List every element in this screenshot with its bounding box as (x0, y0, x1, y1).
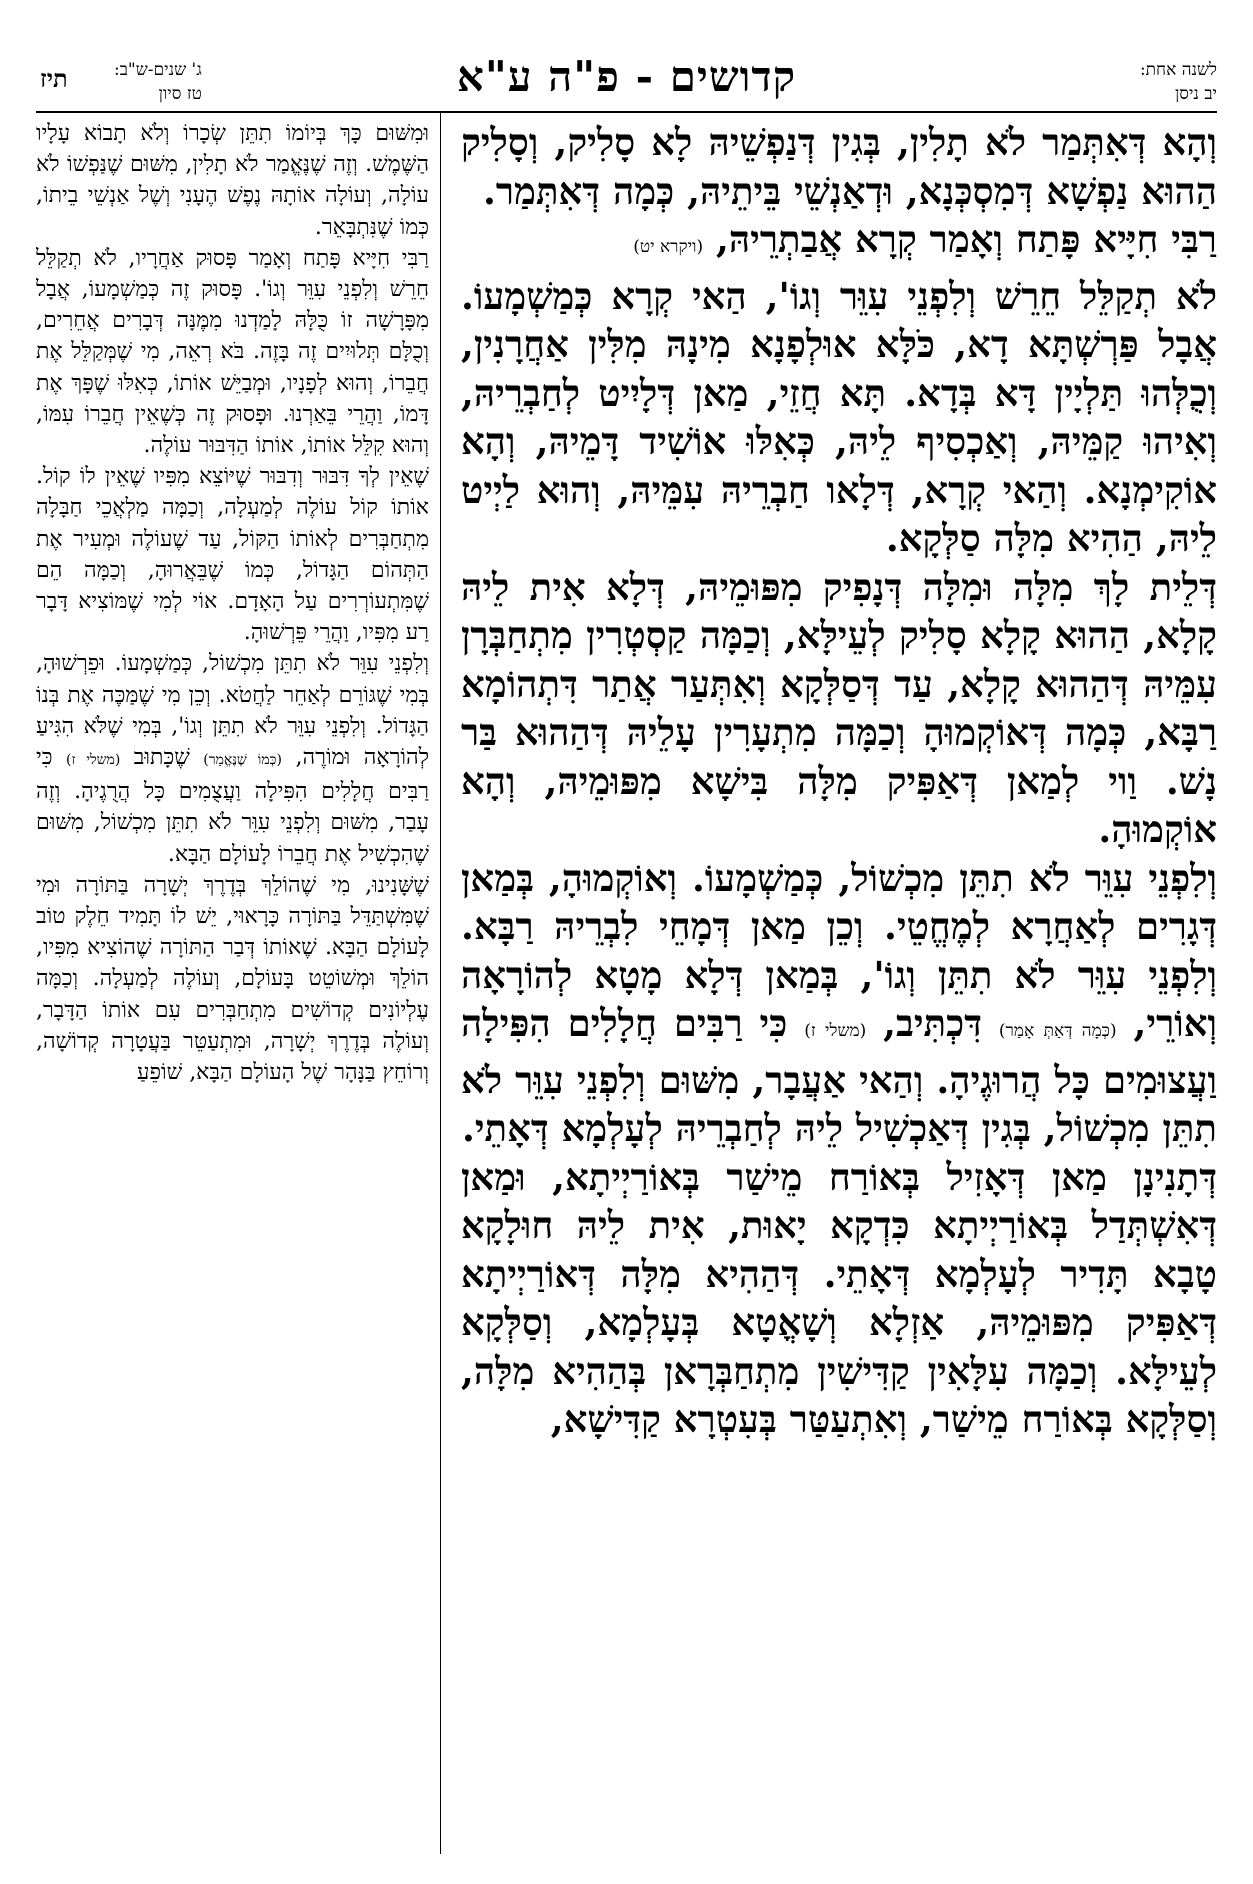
main-paragraph (461, 854, 1217, 1153)
main-text-column (461, 118, 1217, 1858)
translation-text: כִּי רַבִּים חֲלָלִים הִפִּילָה וַעֲצֻמִים כָּל הֲרֻגֶיהָ. וְזֶה עָבַר, מִשּׁוּם וְלִפְנֵי עִוֵּר לֹא תִתֵּן מִכְשׁוֹל, מִשּׁוּם שֶׁהִכְשִׁיל אֶת חֲבֵרוֹ לָעוֹלָם הַבָּא. (36, 745, 429, 867)
inline-note: (כְּמָה דְּאַתְּ אָמַר) (998, 1021, 1117, 1041)
translation-column (36, 118, 429, 1858)
verse-reference: (משלי ז) (66, 752, 121, 769)
translation-paragraph: רַבִּי חִיָּיא פָּתַח וְאָמַר פָּסוּק אַחֲרָיו, לֹא תְקַלֵּל חֵרֵשׁ וְלִפְנֵי עִוֵּר וְגוֹ'. פָּסוּק זֶה כְּמַשְׁמָעוֹ, אֲבָל מִפָּרָשָׁה זוֹ כֻּלָּהּ לָמַדְנוּ מִמֶּנָּה דְּבָרִים אֲחֵרִים, וְכֻלָּם תְּלוּיִים זֶה בָּזֶה. בֹּא רְאֵה, מִי שֶׁמְּקַלֵּל אֶת חֲבֵרוֹ, וְהוּא לְפָנָיו, וּמְבַיֵּשׁ אוֹתוֹ, כְּאִלּוּ שֶׁפָּךְ אֶת דָּמוֹ, וַהֲרֵי בֵּאַרְנוּ. וּפָסוּק זֶה כְּשֶׁאֵין חֲבֵרוֹ עִמּוֹ, וְהוּא קִלֵּל אוֹתוֹ, אוֹתוֹ הַדִּבּוּר עוֹלֶה. (36, 245, 429, 459)
main-paragraph (461, 215, 1217, 272)
header-schedule-three-years: ג' שנים-ש"ב: (114, 60, 202, 80)
main-paragraph: דְּתָנִינָן מַאן דְּאָזִיל בְּאוֹרַח מֵישַׁר בְּאוֹרַיְיתָא, וּמַאן דְּאִשְׁתְּדַל בְּאוֹרַיְיתָא כִּדְקָא יָאוּת, אִית לֵיהּ חוּלָקָא טָבָא תָּדִיר לְעָלְמָא דְּאָתֵי. דְּהַהִיא מִלָּה דְּאוֹרַיְיתָא דְּאַפִּיק מִפּוּמֵיהּ, אַזְלָא וְשָׁאֳטָא בְּעָלְמָא, וְסַלְּקָא לְעֵילָּא. וְכַמָּה עִלָּאִין קַדִּישִׁין מִתְחַבְּרָאן בְּהַהִיא מִלָּה, וְסַלְּקָא בְּאוֹרַח מֵישַׁר, וְאִתְעַטַּר בְּעִטְרָא קַדִּישָׁא, (461, 1154, 1217, 1441)
column-divider (440, 111, 441, 1854)
header-date-three-years: טז סיון (158, 84, 202, 104)
main-paragraph-text: וְלִפְנֵי עִוֵּר לֹא תִתֵּן מִכְשׁוֹל, כְּמַשְׁמָעוֹ. וְאוֹקְמוּהָ, בְּמַאן דְּגָרִים לְאַחֲרָא לְמֶחֱטֵי. וְכֵן מַאן דְּמָחֵי לִבְרֵיהּ רַבָּא. וְלִפְנֵי עִוֵּר לֹא תִתֵּן וְגוֹ', בְּמַאן דְּלָא מָטָא לְהוֹרָאָה וְאוֹרֵי, (461, 855, 1217, 1045)
translation-paragraph (36, 648, 429, 869)
inline-note: (כְּמוֹ שֶׁנֶּאֱמַר) (203, 752, 282, 769)
page-number: תיז (40, 64, 68, 93)
main-paragraph-text: כִּי רַבִּים חֲלָלִים הִפִּילָה וַעֲצוּמִים כָּל הֲרוּגֶיהָ. וְהַאי אַעֲבָר, מִשּׁוּם וְלִפְנֵי עִוֵּר לֹא תִתֵּן מִכְשׁוֹל, בְּגִין דְּאַכְשִׁיל לֵיהּ לְחַבְרֵיהּ לְעָלְמָא דְּאָתֵי. (461, 1001, 1217, 1150)
main-paragraph: דְּלֵית לָךְ מִלָּה וּמִלָּה דְּנָפִיק מִפּוּמֵיהּ, דְּלָא אִית לֵיהּ קָלָא, הַהוּא קָלָא סָלִיק לְעֵילָּא, וְכַמָּה קַסְטְרִין מִתְחַבְּרָן עִמֵּיהּ דְּהַהוּא קָלָא, עַד דְּסַלְּקָא וְאִתְּעַר אֲתַר דִּתְהוֹמָא רַבָּא, כְּמָה דְּאוֹקְמוּהָ וְכַמָּה מִתְעָרִין עָלֵיהּ דְּהַהוּא בַּר נָשׁ. וַוי לְמַאן דְּאַפִּיק מִלָּה בִּישָׁא מִפּוּמֵיהּ, וְהָא אוֹקְמוּהָ. (461, 564, 1217, 851)
verse-reference: (משלי ז) (804, 1021, 867, 1041)
translation-text: שֶׁכָּתוּב (133, 745, 190, 771)
translation-text: וְלִפְנֵי עִוֵּר לֹא תִתֵּן מִכְשׁוֹל, כְּמַשְׁמָעוֹ. וּפֵרְשׁוּהָ, בְּמִי שֶׁגּוֹרֵם לְאַחֵר לַחֲטֹא. וְכֵן מִי שֶׁמַּכֶּה אֶת בְּנוֹ הַגָּדוֹל. וְלִפְנֵי עִוֵּר לֹא תִתֵּן וְגוֹ', בְּמִי שֶׁלֹּא הִגִּיעַ לְהוֹרָאָה וּמוֹרֶה, (36, 651, 429, 771)
header-schedule-one-year: לשנה אחת: (1139, 60, 1217, 80)
translation-paragraph: וּמִשּׁוּם כָּךְ בְּיוֹמוֹ תִתֵּן שְׂכָרוֹ וְלֹא תָבוֹא עָלָיו הַשֶּׁמֶשׁ. וְזֶה שֶׁנֶּאֱמַר לֹא תָלִין, מִשּׁוּם שֶׁנַּפְשׁוֹ לֹא עוֹלָה, וְעוֹלָה אוֹתָהּ נֶפֶשׁ הֶעָנִי וְשֶׁל אַנְשֵׁי בֵיתוֹ, כְּמוֹ שֶׁנִּתְבָּאֵר. (36, 121, 429, 240)
main-paragraph: וְהָא דְּאִתְּמַר לֹא תָלִין, בְּגִין דְּנַפְשֵׁיהּ לָא סָלִיק, וְסָלִיק הַהוּא נַפְשָׁא דְּמִסְכְּנָא, וּדְאַנְשֵׁי בֵּיתֵיהּ, כְּמָה דְּאִתְּמַר. (461, 120, 1217, 213)
page-title: קדושים - פ"ה ע"א (456, 52, 797, 101)
translation-paragraph: שֶׁאֵין לְךָ דִּבּוּר וְדִבּוּר שֶׁיּוֹצֵא מִפִּיו שֶׁאֵין לוֹ קוֹל. אוֹתוֹ קוֹל עוֹלֶה לְמַעְלָה, וְכַמָּה מַלְאֲכֵי חַבָּלָה מִתְחַבְּרִים לְאוֹתוֹ הַקּוֹל, עַד שֶׁעוֹלֶה וּמְעִיר אֶת הַתְּהוֹם הַגָּדוֹל, כְּמוֹ שֶׁבֵּאֲרוּהָ, וְכַמָּה הֵם שֶׁמִּתְעוֹרְרִים עַל הָאָדָם. אוֹי לְמִי שֶׁמּוֹצִיא דָּבָר רַע מִפִּיו, וַהֲרֵי פֵּרְשׁוּהָ. (36, 464, 429, 646)
verse-reference: (ויקרא יט) (633, 237, 704, 257)
translation-paragraph: שֶׁשָּׁנִינוּ, מִי שֶׁהוֹלֵךְ בְּדֶרֶךְ יְשָׁרָה בַּתּוֹרָה וּמִי שֶׁמִּשְׁתַּדֵּל בַּתּוֹרָה כָּרָאוּי, יֵשׁ לוֹ תָּמִיד חֵלֶק טוֹב לָעוֹלָם הַבָּא. שֶׁאוֹתוֹ דְּבַר הַתּוֹרָה שֶׁהוֹצִיא מִפִּיו, הוֹלֵךְ וּמְשׁוֹטֵט בָּעוֹלָם, וְעוֹלֶה לְמַעְלָה. וְכַמָּה עֶלְיוֹנִים קְדוֹשִׁים מִתְחַבְּרִים עִם אוֹתוֹ הַדָּבָר, וְעוֹלֶה בְּדֶרֶךְ יְשָׁרָה, וּמִתְעַטֵּר בַּעֲטָרָה קְדוֹשָׁה, וְרוֹחֵץ בַּנָּהָר שֶׁל הָעוֹלָם הַבָּא, שׁוֹפֵעַ (36, 872, 429, 1086)
page-header (36, 52, 1217, 110)
main-paragraph: לֹא תְקַלֵּל חֵרֵשׁ וְלִפְנֵי עִוֵּר וְגוֹ', הַאי קְרָא כְּמַשְׁמָעוֹ. אֲבָל פַּרְשְׁתָּא דָא, כֹּלָּא אוּלְפָנָא מִינָהּ מִלִּין אַחֲרָנִין, וְכֻלְּהוּ תַּלְיָין דָּא בְּדָא. תָּא חֲזֵי, מַאן דְּלָיִיט לְחַבְרֵיהּ, וְאִיהוּ קַמֵּיהּ, וְאַכְסִיף לֵיהּ, כְּאִלּוּ אוֹשִׁיד דָּמֵיהּ, וְהָא אוֹקִימְנָא. וְהַאי קְרָא, דְּלָאו חַבְרֵיהּ עִמֵּיהּ, וְהוּא לַיְיט לֵיהּ, הַהִיא מִלָּה סַלְּקָא. (461, 273, 1217, 560)
header-divider (36, 111, 1217, 113)
main-paragraph-text: רַבִּי חִיָּיא פָּתַח וְאָמַר קְרָא אֲבַתְרֵיהּ, (715, 217, 1217, 261)
main-paragraph-text: דִּכְתִּיב, (883, 1001, 982, 1045)
header-date-one-year: יב ניסן (1174, 84, 1217, 104)
